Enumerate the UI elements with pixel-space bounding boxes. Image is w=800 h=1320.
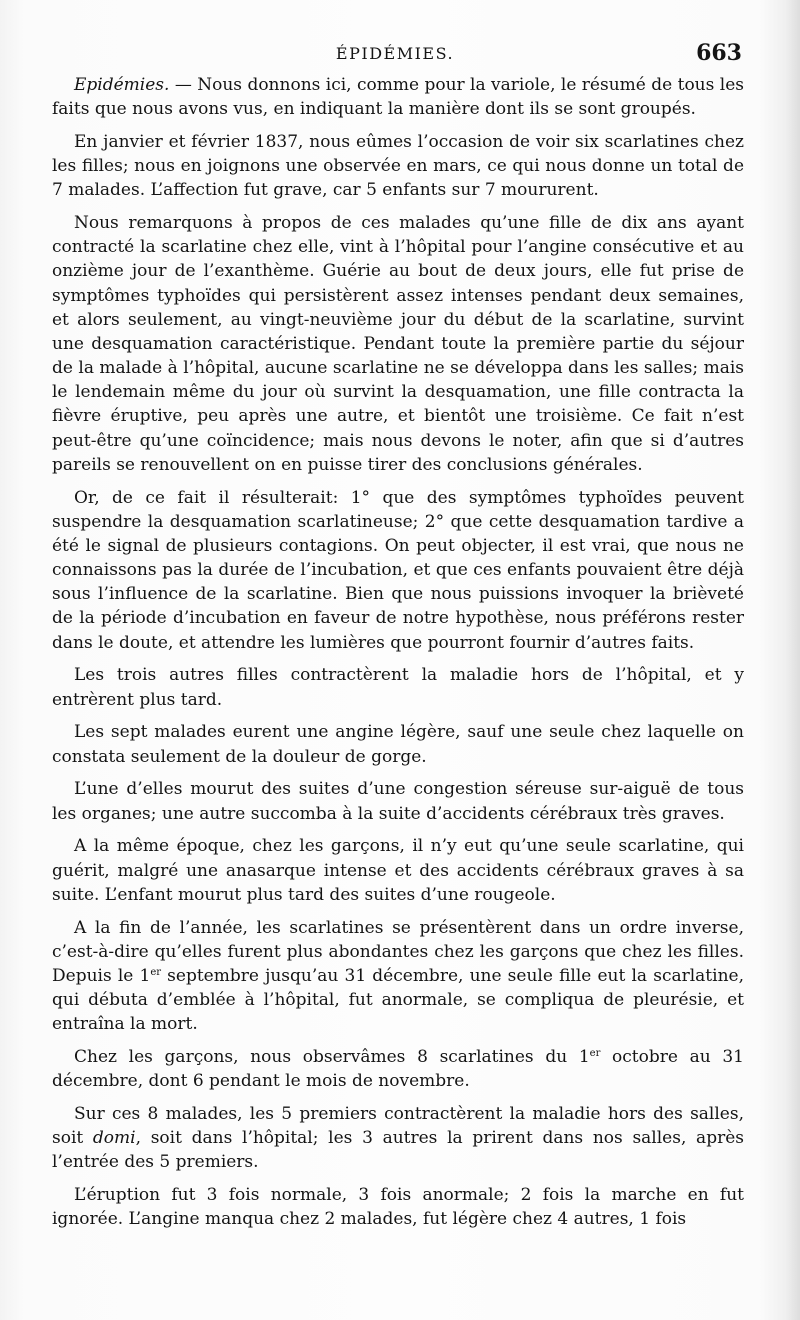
paragraph-text: Sur ces 8 malades, les 5 premiers contractèrent la maladie hors des salles, soit [52,1103,744,1149]
italic-term: domi [92,1128,136,1149]
running-head: ÉPIDÉMIES. [335,44,455,63]
paragraph-text: septembre jusqu’au 31 décembre, une seule fille eut la scarlatine, qui débuta d’emblée à l’hôpital, fut anormale, se compliqua de pleurésie, et entraîna la mort. [52,965,744,1035]
paragraph-text: A la fin de l’année, les scarlatines se présentèrent dans un ordre inverse, c’est-à-dire qu’elles furent plus abondantes chez les garçons que chez les filles. Depuis le 1 [52,917,744,986]
paragraph-text: octobre au 31 décembre, dont 6 pendant le mois de novembre. [52,1046,744,1092]
ordinal-superscript: er [150,966,162,978]
paragraph-case-remarks: Nous remarquons à propos de ces malades qu’une fille de dix ans ayant contracté la scarlatine chez elle, vint à l’hôpital pour l’angine consécutive et au onzième jour de l’exanthème. Guérie au bout de deux jours, elle fut prise de symptômes typhoïdes qui persistèrent assez intenses pendant deux semaines, et alors seulement, au vingt-neuvième jour du début de la scarlatine, survint une desquamation caractéristique. Pendant toute la première partie du séjour de la malade à l’hôpital, aucune scarlatine ne se développa dans les salles; mais le lendemain même du jour où survint la desquamation, une fille contracta la fièvre éruptive, peu après une autre, et bientôt une troisième. Ce fait n’est peut-être qu’une coïncidence; mais nous devons le noter, afin que si d’autres pareils se renouvellent on en puisse tirer des conclusions générales. [52,213,744,475]
page-number: 663 [696,40,742,66]
paragraph-boys-eight-cases [52,1045,744,1093]
paragraph-seven-patients: Les sept malades eurent une angine légère, sauf une seule chez laquelle on constata seulement de la douleur de gorge. [52,722,744,767]
paragraph-three-girls: Les trois autres filles contractèrent la maladie hors de l’hôpital, et y entrèrent plus tard. [52,665,744,710]
paragraph-january-1837: En janvier et février 1837, nous eûmes l’occasion de voir six scarlatines chez les filles; nous en joignons une observée en mars, ce qui nous donne un total de 7 malades. L’affection fut grave, car 5 enfants sur 7 moururent. [52,132,744,201]
paragraph-contagion-origin [52,1102,744,1174]
paragraph-text: — Nous donnons ici, comme pour la variole, le résumé de tous les faits que nous avons vus, en indiquant la manière dont ils se sont groupés. [52,75,744,120]
paragraph-text: , soit dans l’hôpital; les 3 autres la prirent dans nos salles, après l’entrée des 5 premiers. [52,1128,744,1173]
ordinal-superscript: er [589,1047,601,1059]
body-text [52,73,744,1240]
paragraph-epidemies-intro [52,73,744,121]
paragraph-eruption-stats: L’éruption fut 3 fois normale, 3 fois anormale; 2 fois la marche en fut ignorée. L’angine manqua chez 2 malades, fut légère chez 4 autres, 1 fois [52,1185,744,1230]
paragraph-boys-same-time: A la même époque, chez les garçons, il n’y eut qu’une seule scarlatine, qui guérit, malgré une anasarque intense et des accidents cérébraux graves à sa suite. L’enfant mourut plus tard des suites d’une rougeole. [52,836,744,905]
page-header [48,40,742,68]
paragraph-end-of-year [52,916,744,1037]
section-lead-word: Epidémies. [74,75,170,95]
paragraph-text: Chez les garçons, nous observâmes 8 scarlatines du 1 [74,1046,590,1067]
paragraph-conclusions: Or, de ce fait il résulterait: 1° que des symptômes typhoïdes peuvent suspendre la desquamation scarlatineuse; 2° que cette desquamation tardive a été le signal de plusieurs contagions. On peut objecter, il est vrai, que nous ne connaissons pas la durée de l’incubation, et que ces enfants pouvaient être déjà sous l’influence de la scarlatine. Bien que nous puissions invoquer la brièveté de la période d’incubation en faveur de notre hypothèse, nous préférons rester dans le doute, et attendre les lumières que pourront fournir d’autres faits. [52,487,744,653]
paragraph-deaths: L’une d’elles mourut des suites d’une congestion séreuse sur-aiguë de tous les organes; une autre succomba à la suite d’accidents cérébraux très graves. [52,779,744,824]
page-edge-shadow [786,0,800,1320]
